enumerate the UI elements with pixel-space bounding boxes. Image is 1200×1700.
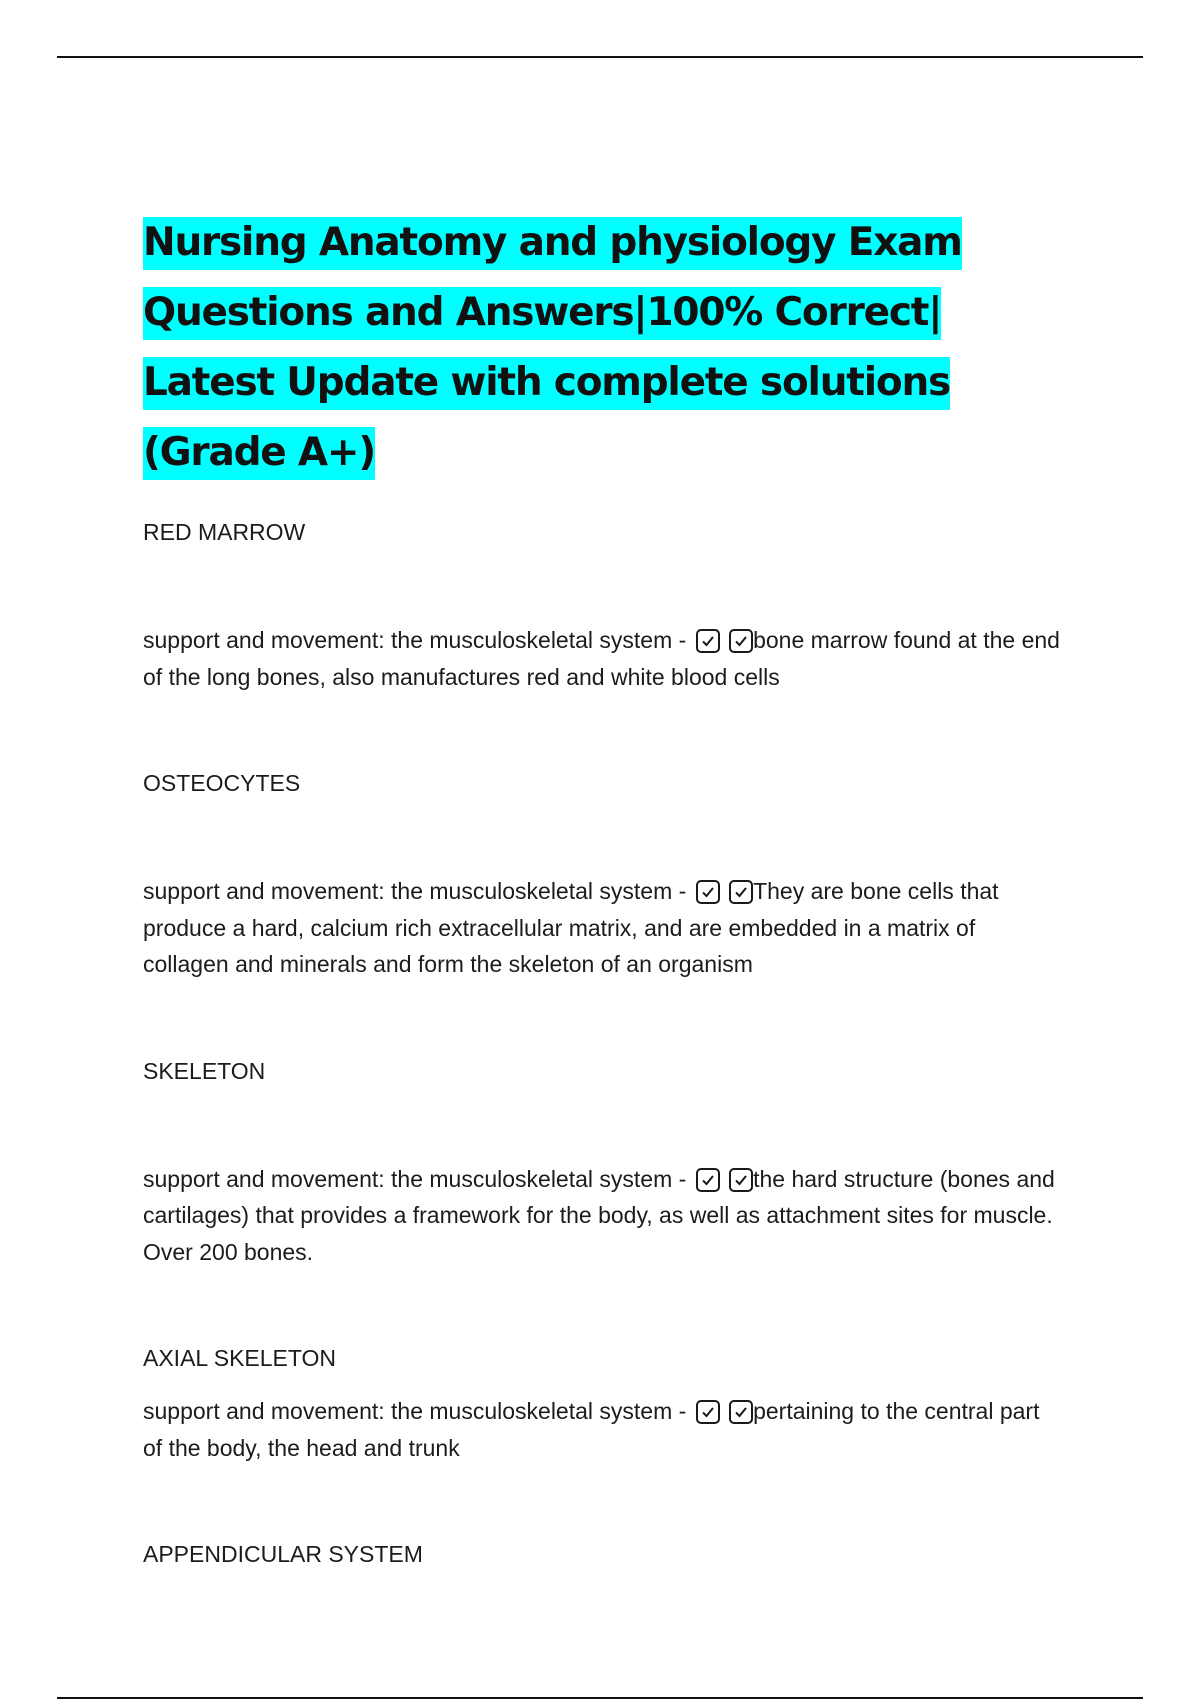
- term-red-marrow: RED MARROW: [143, 519, 306, 545]
- checkbox-checked-icon: [696, 629, 720, 653]
- term-osteocytes: OSTEOCYTES: [143, 770, 301, 796]
- term-axial-skeleton: AXIAL SKELETON: [143, 1345, 337, 1371]
- checkbox-checked-icon: [729, 880, 753, 904]
- checkbox-checked-icon: [696, 880, 720, 904]
- answer-skeleton: [143, 1161, 1063, 1271]
- answer-definition: pertaining to the central part of the body, the head and trunk: [143, 1398, 1040, 1461]
- answer-category: support and movement: the musculoskeletal system -: [143, 1398, 687, 1424]
- checkbox-checked-icon: [729, 1400, 753, 1424]
- answer-osteocytes: [143, 873, 1063, 983]
- answer-category: support and movement: the musculoskeletal system -: [143, 627, 687, 653]
- term-appendicular-system: APPENDICULAR SYSTEM: [143, 1541, 423, 1567]
- footer-rule: [57, 1697, 1143, 1699]
- checkbox-checked-icon: [696, 1400, 720, 1424]
- checkbox-checked-icon: [729, 1168, 753, 1192]
- answer-category: support and movement: the musculoskeletal system -: [143, 1165, 687, 1192]
- answer-definition: the hard structure (bones and cartilages) that provides a framework for the body, as well as attachment sites for muscle. Over 200 bones.: [143, 1165, 1055, 1265]
- answer-definition: bone marrow found at the end of the long bones, also manufactures red and white blood cells: [143, 627, 1060, 690]
- document-body: [143, 212, 1063, 1572]
- checkbox-checked-icon: [696, 1168, 720, 1192]
- answer-category: support and movement: the musculoskeletal system -: [143, 878, 687, 904]
- answer-axial-skeleton: [143, 1393, 1063, 1466]
- answer-definition: They are bone cells that produce a hard, calcium rich extracellular matrix, and are embedded in a matrix of collagen and minerals and form the skeleton of an organism: [143, 878, 999, 977]
- term-skeleton: SKELETON: [143, 1057, 266, 1084]
- document-title: Nursing Anatomy and physiology Exam Questions and Answers|100% Correct| Latest Update with complete solutions (Grade A+): [143, 217, 962, 480]
- checkbox-checked-icon: [729, 629, 753, 653]
- answer-red-marrow: [143, 622, 1063, 695]
- header-rule: [57, 56, 1143, 58]
- document-title-block: [143, 212, 1063, 492]
